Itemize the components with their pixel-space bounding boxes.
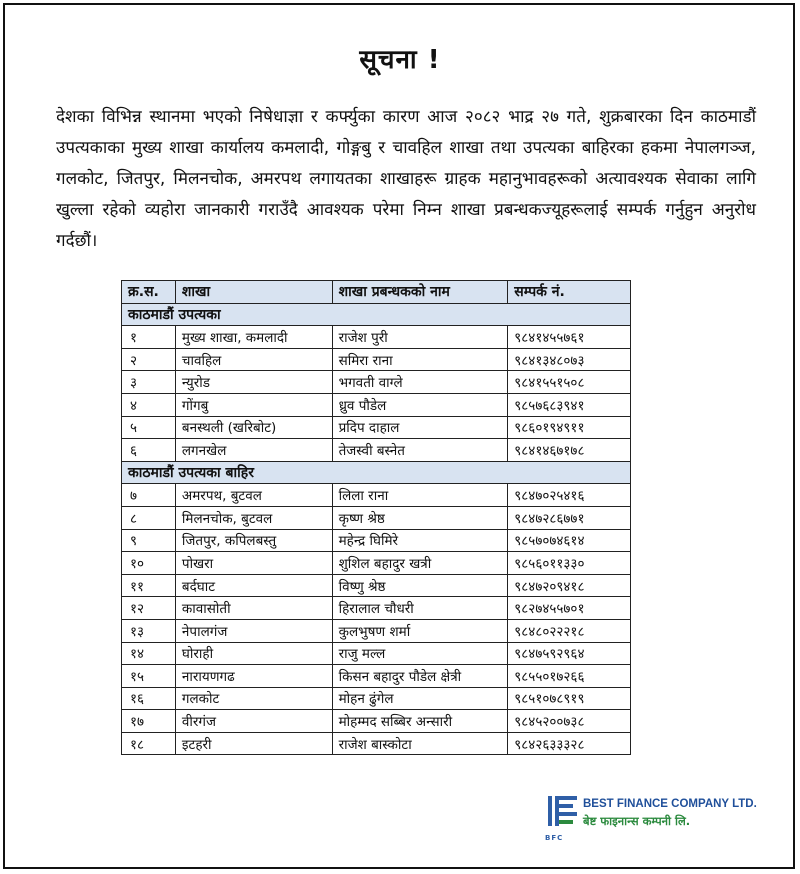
serial-cell: ५ (122, 416, 176, 439)
branch-cell: इटहरी (175, 732, 332, 755)
branch-cell: घोराही (175, 642, 332, 665)
table-row (122, 416, 631, 439)
table-row (122, 665, 631, 688)
manager-cell: लिला राना (332, 484, 508, 507)
serial-cell: १२ (122, 597, 176, 620)
contact-cell: ९८४१४५५७६१ (508, 326, 631, 349)
table-row (122, 529, 631, 552)
contact-cell: ९८५७६८३९४१ (508, 393, 631, 416)
manager-cell: प्रदिप दाहाल (332, 416, 508, 439)
contact-cell: ९८२७४५५७०१ (508, 597, 631, 620)
group-header-row (122, 303, 631, 326)
branch-contact-table (121, 280, 631, 755)
contact-cell: ९८४७२०९४१८ (508, 574, 631, 597)
serial-cell: ११ (122, 574, 176, 597)
contact-cell: ९८६०१९४९११ (508, 416, 631, 439)
table-row (122, 597, 631, 620)
branch-cell: मुख्य शाखा, कमलादी (175, 326, 332, 349)
branch-cell: कावासोती (175, 597, 332, 620)
notice-title: सूचना ! (359, 45, 441, 75)
group-header-row (122, 461, 631, 484)
table-row (122, 687, 631, 710)
contact-cell: ९८४७२८६७७१ (508, 506, 631, 529)
manager-cell: महेन्द्र घिमिरे (332, 529, 508, 552)
notice-body: देशका विभिन्न स्थानमा भएको निषेधाज्ञा र कर्फ्युका कारण आज २०८२ भाद्र २७ गते, शुक्रबारका दिन काठमाडौं उपत्यकाका मुख्य शाखा कार्यालय कमलादी, गोङ्गबु र चावहिल शाखा तथा उपत्यका बाहिरका हकमा नेपालगञ्ज, गलकोट, जितपुर, मिलनचोक, अमरपथ लगायतका शाखाहरू ग्राहक महानुभावहरूको अत्यावश्यक सेवाका लागि खुल्ला रहेको व्यहोरा जानकारी गराउँदै आवश्यक परेमा निम्न शाखा प्रबन्धकज्यूहरूलाई सम्पर्क गर्नुहुन अनुरोध गर्दछौं। (56, 107, 756, 251)
manager-cell: तेजस्वी बस्नेत (332, 439, 508, 462)
table-row (122, 642, 631, 665)
branch-cell: अमरपथ, बुटवल (175, 484, 332, 507)
group-label: काठमाडौं उपत्यका बाहिर (122, 461, 631, 484)
serial-cell: १ (122, 326, 176, 349)
contact-cell: ९८४८०२२२१८ (508, 619, 631, 642)
branch-cell: गलकोट (175, 687, 332, 710)
table-row (122, 326, 631, 349)
branch-cell: वीरगंज (175, 710, 332, 733)
table-body (122, 303, 631, 755)
header-serial: क्र.स. (122, 281, 176, 304)
branch-cell: नेपालगंज (175, 619, 332, 642)
table-row (122, 552, 631, 575)
branch-cell: बनस्थली (खरिबोट) (175, 416, 332, 439)
table-row (122, 732, 631, 755)
contact-cell: ९८४१४६७१७८ (508, 439, 631, 462)
manager-cell: ध्रुव पौडेल (332, 393, 508, 416)
table-row (122, 710, 631, 733)
table-header-row (122, 281, 631, 304)
contact-cell: ९८४७०२५४१६ (508, 484, 631, 507)
contact-cell: ९८४५२००७३८ (508, 710, 631, 733)
manager-cell: भगवती वाग्ले (332, 371, 508, 394)
table-row (122, 393, 631, 416)
manager-cell: विष्णु श्रेष्ठ (332, 574, 508, 597)
contact-cell: ९८५१०७८९१९ (508, 687, 631, 710)
header-manager: शाखा प्रबन्धकको नाम (332, 281, 508, 304)
serial-cell: १७ (122, 710, 176, 733)
manager-cell: कुलभुषण शर्मा (332, 619, 508, 642)
branch-cell: बर्दघाट (175, 574, 332, 597)
table-row (122, 506, 631, 529)
branch-cell: जितपुर, कपिलबस्तु (175, 529, 332, 552)
manager-cell: हिरालाल चौधरी (332, 597, 508, 620)
serial-cell: २ (122, 348, 176, 371)
logo-abbr: BFC (545, 834, 564, 842)
manager-cell: कृष्ण श्रेष्ठ (332, 506, 508, 529)
serial-cell: १६ (122, 687, 176, 710)
manager-cell: मोहन ढुंगेल (332, 687, 508, 710)
contact-cell: ९८५५०१७२६६ (508, 665, 631, 688)
branch-cell: मिलनचोक, बुटवल (175, 506, 332, 529)
contact-cell: ९८५७०७४६१४ (508, 529, 631, 552)
manager-cell: किसन बहादुर पौडेल क्षेत्री (332, 665, 508, 688)
contact-cell: ९८४१५५१५०८ (508, 371, 631, 394)
contact-cell: ९८४२६३३३२८ (508, 732, 631, 755)
manager-cell: राजेश बास्कोटा (332, 732, 508, 755)
group-label: काठमाडौं उपत्यका (122, 303, 631, 326)
serial-cell: १५ (122, 665, 176, 688)
serial-cell: १८ (122, 732, 176, 755)
serial-cell: ८ (122, 506, 176, 529)
serial-cell: ६ (122, 439, 176, 462)
branch-cell: नारायणगढ (175, 665, 332, 688)
logo-name-nepali: बेष्ट फाइनान्स कम्पनी लि. (583, 814, 691, 828)
header-branch: शाखा (175, 281, 332, 304)
serial-cell: ९ (122, 529, 176, 552)
table-row (122, 348, 631, 371)
serial-cell: ३ (122, 371, 176, 394)
bfc-logo-icon (545, 796, 579, 840)
contact-cell: ९८५६०११३३० (508, 552, 631, 575)
table-row (122, 574, 631, 597)
branch-cell: न्युरोड (175, 371, 332, 394)
serial-cell: १३ (122, 619, 176, 642)
contact-cell: ९८४७५९२९६४ (508, 642, 631, 665)
serial-cell: ७ (122, 484, 176, 507)
header-contact: सम्पर्क नं. (508, 281, 631, 304)
branch-cell: गोंगबु (175, 393, 332, 416)
manager-cell: राजु मल्ल (332, 642, 508, 665)
branch-cell: लगनखेल (175, 439, 332, 462)
table-row (122, 439, 631, 462)
serial-cell: ४ (122, 393, 176, 416)
serial-cell: १० (122, 552, 176, 575)
contact-cell: ९८४१३४८०७३ (508, 348, 631, 371)
manager-cell: राजेश पुरी (332, 326, 508, 349)
table-row (122, 371, 631, 394)
manager-cell: समिरा राना (332, 348, 508, 371)
branch-cell: चावहिल (175, 348, 332, 371)
manager-cell: मोहम्मद सब्बिर अन्सारी (332, 710, 508, 733)
table-row (122, 484, 631, 507)
manager-cell: शुशिल बहादुर खत्री (332, 552, 508, 575)
logo-name-english: BEST FINANCE COMPANY LTD. (583, 798, 757, 810)
company-logo (545, 792, 757, 842)
serial-cell: १४ (122, 642, 176, 665)
branch-cell: पोखरा (175, 552, 332, 575)
table-row (122, 619, 631, 642)
